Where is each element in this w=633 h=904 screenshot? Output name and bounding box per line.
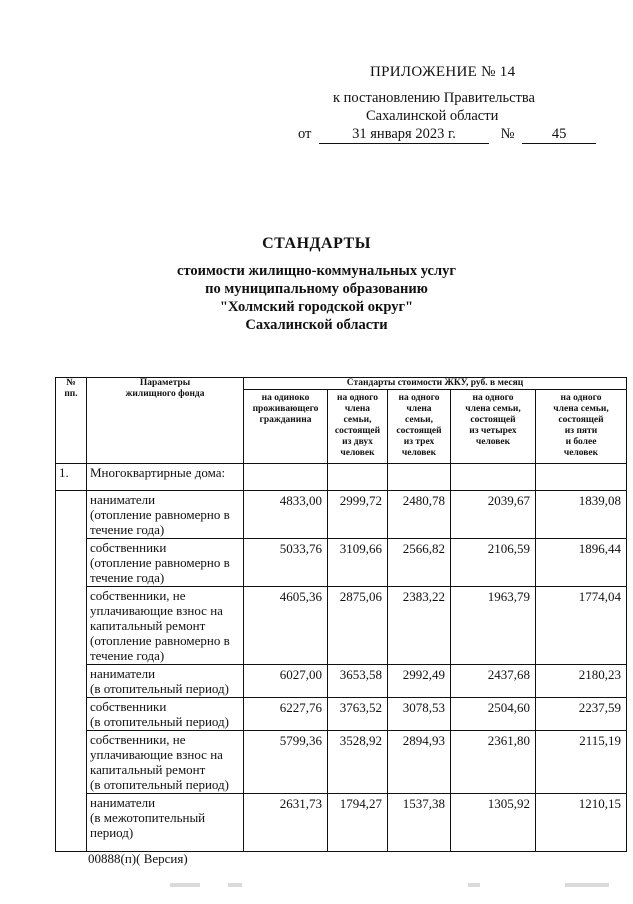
- document-title: СТАНДАРТЫ: [262, 235, 371, 252]
- table-row: [56, 698, 627, 731]
- value-cell: 2875,06: [328, 587, 388, 665]
- scan-artifact: [468, 883, 480, 887]
- table-row: [56, 665, 627, 698]
- value-cell: 2504,60: [451, 698, 536, 731]
- value-cell: 4605,36: [244, 587, 328, 665]
- subcolumn-header-four-person: на одного члена семьи, состоящей из четырех человек: [451, 390, 536, 464]
- table-row: [56, 539, 627, 587]
- value-cell: 1896,44: [536, 539, 627, 587]
- document-subtitle-4: Сахалинской области: [245, 317, 388, 333]
- value-cell: 2237,59: [536, 698, 627, 731]
- table-row: [56, 587, 627, 665]
- row-label: наниматели (в отопительный период): [87, 665, 244, 698]
- scan-artifact: [170, 883, 200, 887]
- value-cell: 2894,93: [388, 731, 451, 794]
- value-cell: 2992,49: [388, 665, 451, 698]
- appendix-number: 45: [522, 126, 596, 144]
- value-cell: 5799,36: [244, 731, 328, 794]
- row-label: собственники (в отопительный период): [87, 698, 244, 731]
- value-cell: 2106,59: [451, 539, 536, 587]
- value-cell: 3528,92: [328, 731, 388, 794]
- appendix-from-label: от: [298, 126, 312, 142]
- column-header-number: № пп.: [56, 378, 87, 464]
- scan-artifact: [565, 883, 609, 887]
- value-cell: 1774,04: [536, 587, 627, 665]
- value-cell: 1839,08: [536, 491, 627, 539]
- row-label: собственники, не уплачивающие взнос на капитальный ремонт (отопление равномерно в течение года): [87, 587, 244, 665]
- footer-document-code: 00888(п)( Версия): [88, 851, 188, 866]
- value-cell: 1537,38: [388, 794, 451, 852]
- subcolumn-header-three-person: на одного члена семьи, состоящей из трех человек: [388, 390, 451, 464]
- subcolumn-header-two-person: на одного члена семьи, состоящей из двух человек: [328, 390, 388, 464]
- value-cell: 2039,67: [451, 491, 536, 539]
- value-cell: 1794,27: [328, 794, 388, 852]
- appendix-title: ПРИЛОЖЕНИЕ № 14: [370, 64, 516, 80]
- value-cell: 2180,23: [536, 665, 627, 698]
- value-cell: 6027,00: [244, 665, 328, 698]
- subcolumn-header-five-plus: на одного члена семьи, состоящей из пяти и более человек: [536, 390, 627, 464]
- value-cell: 2361,80: [451, 731, 536, 794]
- table-row: [56, 794, 627, 852]
- value-cell: 2437,68: [451, 665, 536, 698]
- value-cell: 2631,73: [244, 794, 328, 852]
- row-label: собственники, не уплачивающие взнос на капитальный ремонт (в отопительный период): [87, 731, 244, 794]
- table-row: [56, 731, 627, 794]
- document-subtitle-3: "Холмский городской округ": [219, 299, 414, 315]
- appendix-number-label: №: [500, 126, 515, 142]
- value-cell: 3078,53: [388, 698, 451, 731]
- value-cell: 2115,19: [536, 731, 627, 794]
- row-label: наниматели (отопление равномерно в течение года): [87, 491, 244, 539]
- standards-table: [55, 377, 627, 852]
- value-cell: 3109,66: [328, 539, 388, 587]
- section-label: Многоквартирные дома:: [87, 464, 244, 491]
- value-cell: 4833,00: [244, 491, 328, 539]
- value-cell: 2999,72: [328, 491, 388, 539]
- column-header-standards-group: Стандарты стоимости ЖКУ, руб. в месяц: [244, 378, 627, 390]
- scan-artifact: [228, 883, 242, 887]
- appendix-date: 31 января 2023 г.: [319, 126, 489, 144]
- value-cell: 1963,79: [451, 587, 536, 665]
- section-number: 1.: [56, 464, 87, 491]
- value-cell: 2480,78: [388, 491, 451, 539]
- row-label: собственники (отопление равномерно в течение года): [87, 539, 244, 587]
- row-label: наниматели (в межотопительный период): [87, 794, 244, 852]
- value-cell: 1305,92: [451, 794, 536, 852]
- document-subtitle-2: по муниципальному образованию: [205, 281, 428, 297]
- value-cell: 3653,58: [328, 665, 388, 698]
- value-cell: 1210,15: [536, 794, 627, 852]
- appendix-region-line: Сахалинской области: [366, 108, 499, 124]
- appendix-date-line: [298, 126, 596, 144]
- value-cell: 3763,52: [328, 698, 388, 731]
- document-subtitle-1: стоимости жилищно-коммунальных услуг: [177, 263, 456, 279]
- column-header-parameters: Параметры жилищного фонда: [87, 378, 244, 464]
- value-cell: 5033,76: [244, 539, 328, 587]
- value-cell: 2383,22: [388, 587, 451, 665]
- value-cell: 2566,82: [388, 539, 451, 587]
- table-row: [56, 491, 627, 539]
- value-cell: 6227,76: [244, 698, 328, 731]
- subcolumn-header-single: на одиноко проживающего гражданина: [244, 390, 328, 464]
- appendix-decree-line: к постановлению Правительства: [333, 90, 535, 106]
